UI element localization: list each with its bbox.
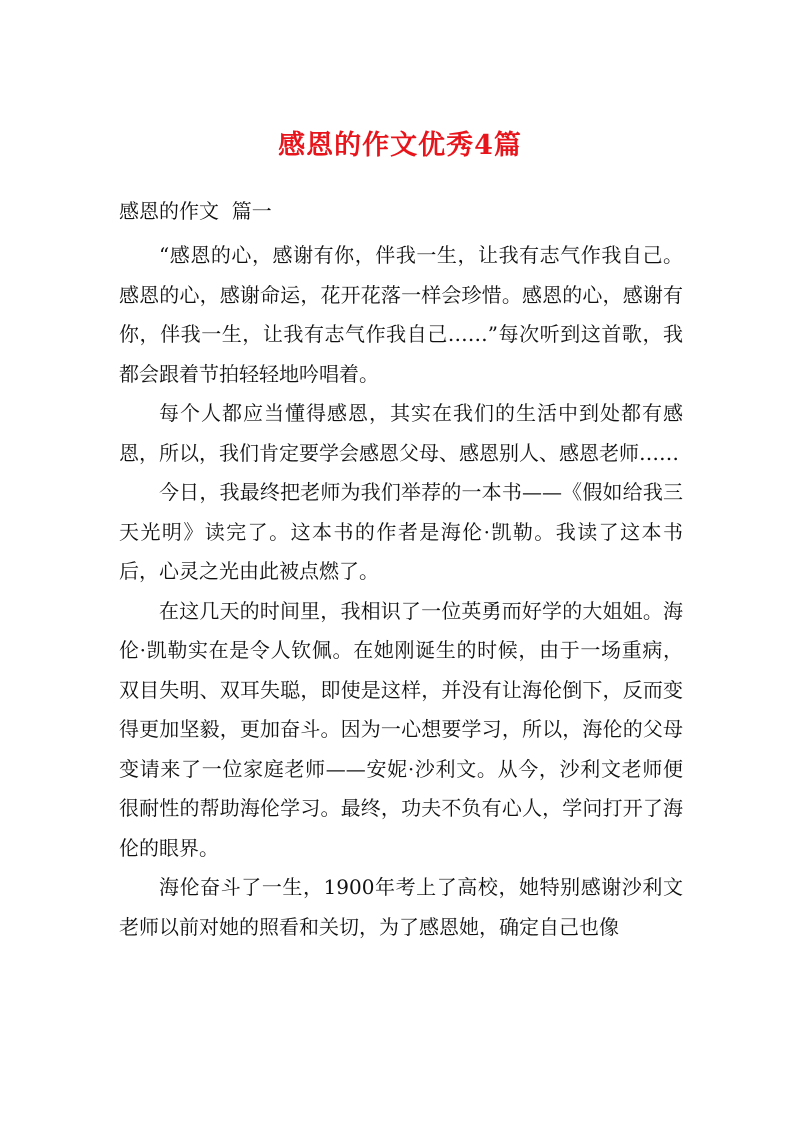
paragraph-3: 今日，我最终把老师为我们举荐的一本书——《假如给我三天光明》读完了。这本书的作者是海伦·凯勒。我读了这本书后，心灵之光由此被点燃了。	[119, 480, 683, 583]
paragraph-1: “感恩的心，感谢有你，伴我一生，让我有志气作我自己。感恩的心，感谢命运，花开花落一样会珍惜。感恩的心，感谢有你，伴我一生，让我有志气作我自己……”每次听到这首歌，我都会跟着节拍轻轻地吟唱着。	[119, 243, 683, 386]
document-body	[119, 236, 683, 947]
paragraph-5: 海伦奋斗了一生，1900年考上了高校，她特别感谢沙利文老师以前对她的照看和关切，为了感恩她，确定自己也像	[119, 875, 683, 939]
document-title: 感恩的作文优秀4篇	[278, 130, 522, 161]
paragraph-4: 在这几天的时间里，我相识了一位英勇而好学的大姐姐。海伦·凯勒实在是令人钦佩。在她刚诞生的时候，由于一场重病，双目失明、双耳失聪，即使是这样，并没有让海伦倒下，反而变得更加坚毅，更加奋斗。因为一心想要学习，所以，海伦的父母变请来了一位家庭老师——安妮·沙利文。从今，沙利文老师便很耐性的帮助海伦学习。最终，功夫不负有心人，学问打开了海伦的眼界。	[119, 598, 683, 860]
paragraph-2: 每个人都应当懂得感恩，其实在我们的生活中到处都有感恩，所以，我们肯定要学会感恩父母、感恩别人、感恩老师……	[119, 401, 683, 465]
section-heading: 感恩的作文 篇一	[119, 199, 272, 223]
